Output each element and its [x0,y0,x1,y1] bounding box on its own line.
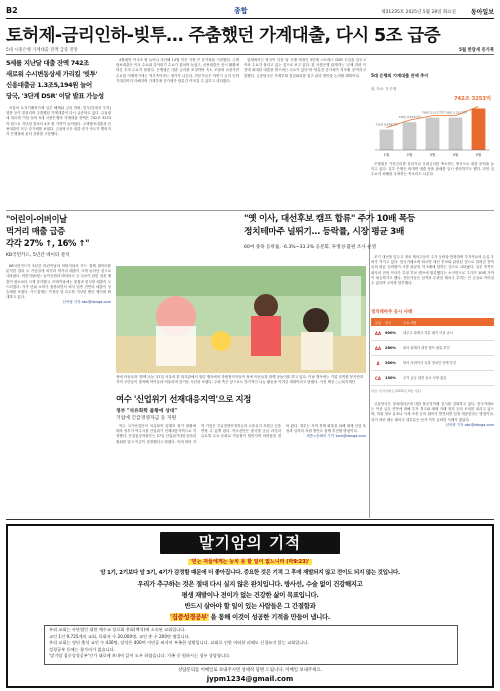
headline-subline [6,46,494,55]
paper-name: 동아일보 [470,9,494,16]
story2-deck: KB국민카드, 5년간 데이터 분석 [6,253,70,258]
subline-right: 5월 한달새 증가폭 [458,48,494,53]
ad-info-box [44,625,458,665]
byline: 신아형 기자 abc@donga.com [62,300,111,305]
chart-tick-label: 4월 [452,153,459,157]
chart-bar [426,118,440,150]
chart-tick-label: 2월 [406,153,413,157]
ad-info-line: 우리 교회는 사단법인 대한 예수교 장로회 총회(백석)에 소속된 교회입니다. [49,627,186,632]
loan-balance-chart [371,92,494,160]
story4-body-lead [244,255,366,263]
chart-data-label: 738조 5,511억원 [421,110,444,115]
ad-verse [8,558,492,565]
photo-illustration [116,266,366,373]
chart-highlight-label: 742조 3253억 [453,96,492,102]
chart-data-label: 733조 6,609억원 [375,122,398,127]
photo-caption [116,375,366,385]
ad-line-4: 반드시 살아야 할 일이 있는 사람들은 그 간절함과 [184,602,316,610]
chart-data-label: 736조 6,619억원 [398,115,421,120]
table-row [371,371,494,386]
ad-info-line: 성경공부 동에는 참가비가 없습니다. [49,646,116,652]
main-headline: 토허제-금리인하-빚투… 주춤했던 가계대출, 다시 5조 급증 [6,26,441,46]
ad-line-5 [8,612,492,621]
chart-title: 5대 은행의 가계대출 잔액 추이 [371,73,429,78]
ad-highlight: '집중성경공부' [170,613,209,621]
caption-text: 장애 아동들과 '함께 나눔' 27일 서울의 한 복지관에서 열린 행사에서 자원봉사자들이 장애 아동들과 함께 공놀이를 하고 있다. 이날 행사에는 기업 임직원 봉사단과 지역 주민들이 참여해 아이들과 어울리며 즐거운 시간을 보냈다. 주최 측은 앞으로도 정기적인 나눔 활동을 이어갈 계획이라고 밝혔다. [116,375,364,384]
divider [6,210,366,211]
rate-cell: 200% [385,361,397,365]
ad-verse-text: '믿는 자들에게는 능치 못 할 일이 없느니라 (막9:23)' [190,559,310,565]
story2-headline-3: 각각 27% ↑, 16% ↑" [6,238,90,248]
page-header [6,5,494,19]
ad-email-link[interactable]: jypm1234@gmail.com [206,675,294,683]
story3-deck-1: 정부 "석유화학 불황에 상대" [116,409,177,414]
table-header-cell: 주요 내용 [403,320,417,325]
ad-line-5-tail: 기적을 만들어 냅니다. [271,613,330,621]
table-title: 정치테마주 공시 사례 [371,310,413,315]
section-name: 종합 [234,7,248,15]
lead-line: 당국, '3단계 DSR' 이달 발표 가능성 [6,92,104,100]
table-row [371,356,494,371]
ad-line-5-mid: 을 통해 이것이 성공한 [210,613,270,621]
rate-cell: 900% [385,331,397,335]
divider [369,210,370,518]
story2-headline-1: "어린이-어버이날 [6,214,67,224]
news-photo [116,266,366,373]
article-col-4 [371,162,494,206]
condition-cell: 대주주 관계사 지분 매각 사실 공시 [403,330,453,335]
chart-unit: 원, 자료: 각 은행 [371,87,397,91]
divider [371,210,494,211]
story4-headline-2: 정치테마주 널뛰기… 등락률, 시장 평균 3배 [244,227,404,237]
story4-deck: 60여 종목 등락률, -6.3%~33.3% 공문회, 투명성·불편 조사 운영 [244,245,377,250]
ad-line-2: 우리가 추구하는 것은 절대 다시 실지 않은 완치입니다. 방사선, 수술 없이 건강해지고 [137,580,363,588]
table-header-cell: 등급 [374,320,382,325]
article-text: 서울의 토지거래허가제 일부 해제와 금리 하락, 빚투(빚내서 투자) 열풍 등이 맞물리며 주춤했던 가계대출이 다시 급증하고 있다. 금융권에 따르면 이달 들어 5대 시중은행의 가계대출 잔액은 742조 3253억 원으로 지난달 말보다 4조 원 가까이 늘어났다. 주택담보대출과 신용대출이 모두 증가세를 보였다. 금융당국은 대출 증가 속도가 빨라지자 은행권에 관리 강화를 주문했다. [6,106,111,137]
article-text: 조기 대선을 앞두고 정치 테마주들이 주가 등락을 반복하며 투자자들의 손실 우려가 커지고 있다. 한국거래소에 따르면 대선 후보와 관련된 것으로 알려진 종목들의 평균 등락률이 시장 평균의 약 3배에 달하는 것으로 나타났다. 일부 종목은 회사의 전직 이사가 특정 후보 캠프에 합류했다는 소식만으로 주가가 10배 가까이 폭등하기도 했다. 전문가들은 실적과 무관한 테마주 투자는 큰 손실로 이어질 수 있다며 주의를 당부했다. [371,255,494,286]
article-text: 은행권은 가산금리를 올리거나 우대금리를 축소하는 방식으로 대출 문턱을 높이고 있다. 일부 은행은 비대면 대출 상품 판매를 일시 중단하기도 했다. 다만 실수요자 피해를 우려하는 목소리도 나온다. [371,162,494,177]
advertisement [6,524,494,688]
article-text: 금융당국은 정치테마주에 대한 불공정거래 감시를 강화하고 있다. 한국거래소는 이상 급등 종목에 대해 투자 경고와 매매 거래 정지 등의 조치를 내리고 있으며, 허위 정보 유포나 시세 조종 등의 혐의가 발견되면 엄정 대응한다는 방침이다. 과거 대선 때도 테마주 대부분은 선거 이후 급락한 사례가 많았다. [371,402,494,422]
article-col-2 [116,58,239,206]
story3-headline: 여수 '신업위기 선재대응지역'으로 지정 [116,394,251,404]
condition-cell: 주가 급등 관련 공시 사항 없음 [403,375,447,380]
story2-body [6,264,111,414]
article-col-3 [244,58,366,206]
grade-cell: A [376,360,380,366]
table-row [371,326,494,341]
chart-bar [472,108,486,150]
table-note: 자료: 한국거래소 (2025년 5월 기준) [371,389,422,393]
lead-summary [6,58,111,102]
article-text: 업계에서는 당국이 다음 달 시행 예정인 3단계 스트레스 DSR 도입을 앞두고 막차 수요가 몰리고 있는 것으로 보고 있다. 한 시중은행 관계자는 '규제 강화 이전에 최대한 대출을 받으려는 수요가 있다'며 '당분간 증가세가 지속될 것'이라고 말했다. 금융당국은 가계부채 점검회의를 열고 관리 방안을 논의할 계획이다. [244,58,366,78]
chart-bar [380,130,394,150]
issue-info: 제31235호 2025년 5월 28일 화요일 [381,10,456,15]
chart-bar [403,122,417,150]
divider [6,519,494,520]
grade-cell: CA [374,375,382,381]
byline: 세종=송혜미 기자 1am@donga.com [306,434,366,439]
ad-info-line: '말기암 집중성경공부'인가 대로에 보내어 같이 도우 하였습니다. 가족 중 원하시는 경우 상담합니다. [49,653,231,658]
theme-stock-table [371,309,494,393]
condition-cell: 당사 사외이사 특정 정치인 인맥 부인 [403,360,457,365]
story3-body [116,424,366,516]
page-number: B2 [6,6,18,15]
story4-body-1 [371,255,494,307]
byline: 신아형 기자 abc@donga.com [445,422,494,427]
ad-info-line: 교인 1인 9,725개의 교회, 목회자 수 20,000명, 교인 총 수 200만 명입니다. [49,633,190,639]
photo-credit: 사진 제공 ○○복지재단 [319,380,356,384]
lead-line: 새로워 수시변동상세 가리킬 '빚투' [6,70,98,78]
chart-tick-label: 1월 [383,153,390,157]
story4-body-2 [371,402,494,516]
article-text: 여수 국가산업단지 석유화학 업계의 장기 불황에 따라 정부가 여수시를 산업위기 선제대응지역으로 지정했다. 산업통상자원부는 27일 산업위기대응심의위원회를 열고 이같이 결정했다고 밝혔다. 이에 따라 지역 기업은 긴급경영안정자금과 고용유지 지원금 등을 받을 수 있게 된다. 여수산단은 중국발 공급 과잉과 글로벌 수요 둔화로 가동률이 떨어지며 어려움을 겪어 왔다. 정부는 지역 경제 회복을 위해 대체 산업 육성과 일자리 지원 방안도 함께 추진할 방침이다. [116,424,366,444]
chart-bar [449,118,463,150]
ad-line-1: 암 1기, 2기보다 암 3기, 4기가 감정할 때문에 더 좋아집니다. 중요한 것은 기적 그 후에 재발되지 않고 전이도 되지 않는 것입니다. [100,570,400,576]
grade-cell: AA [374,345,382,351]
table-header-cell: 공시 [385,320,392,325]
rate-cell: 280% [385,346,397,350]
story4-headline-1: "옛 이사, 대선후보 캠프 합류" 주가 10배 폭등 [244,214,415,224]
ad-info-line: 우리 교회는 정년 출석 교인 수 430명, 장석은 400여 이민공 좌석이 부족한 상황입니다. 교회로 인한 어떠한 피해도 신경쓰지 않는 교회입니다. [49,640,309,645]
story2-headline-2: 먹거리 매출 급증 [6,226,65,236]
article-text: 4월에만 약 5조 원 늘어나 지난해 10월 이후 가장 큰 증가폭을 기록했다. 주택담보대출은 이사 수요와 갈아타기 수요가 겹치며 늘었고, 신용대출은 증시 활황에 따른 투자 수요가 몰렸다. 은행권은 대출 금리를 조정하며 속도 조절에 나섰지만 수요를 억제하기에는 역부족이라는 평가가 나온다. 전문가들은 하반기 금리 인하 기대감까지 더해지며 가계부채 증가세가 당분간 이어질 수 있다고 내다봤다. [116,58,239,83]
ad-footer: 상담문의를 이메일로 보내주시면 상세히 답변 드립니다. 이메일 보내주세요. [177,668,323,673]
grade-cell: AA [374,330,382,336]
ad-line-3: 평생 재발이나 전이가 없는 건강한 삶이 목표입니다. [181,591,319,599]
chart-tick-label: 3월 [429,153,436,157]
article-col-1 [6,106,111,206]
condition-cell: 회사 관계자 대선 캠프 합류 부인 [403,345,450,350]
chart-tick-label: 5월 [475,153,482,157]
lead-line: 5세를 지난달 대출 잔액 742조 [6,59,90,67]
story3-deck-2: 기업에 긴급경영자금 등 지원 [116,416,177,421]
chart-data-label: 738조 5,511억원 [444,110,467,115]
lead-line: 신용대출금 1.3조5,194원 늘어 [6,81,92,89]
table-row [371,341,494,356]
ad-title: 말기암의 기적 [160,532,340,554]
table-header [371,318,494,326]
article-text: KB국민카드가 5년간 어린이날과 어버이날의 카드 결제 데이터를 분석한 결과 두 기념일에 외식과 먹거리 매출이 크게 늘어난 것으로 나타났다. 어린이날에는 놀이공원과 테마파크 등 나들이 관련 업종 매출이 평소보다 크게 증가했고, 어버이날에는 꽃집과 한식당 매출이 두드러졌다. 가족 단위 소비가 집중되면서 외식 업종 전반의 매출이 상승세를 보였다. 카드업계는 가정의 달 특수를 겨냥한 할인 행사를 확대하고 있다. [6,264,111,300]
subline-left: 5대 시중은행 가계대출 잔액 급증 전망 [6,48,78,53]
rate-cell: 130% [385,376,397,380]
